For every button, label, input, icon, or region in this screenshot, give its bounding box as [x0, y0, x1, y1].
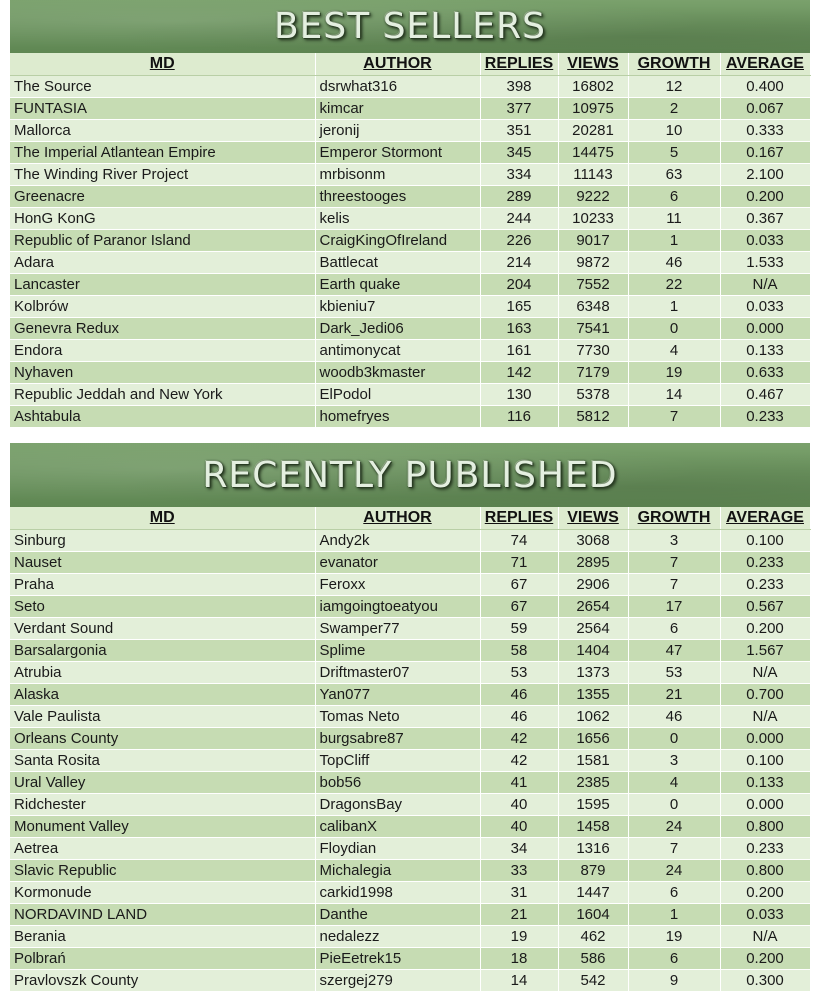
growth-cell: 6 [628, 948, 720, 970]
table-row [10, 596, 810, 618]
growth-cell: 53 [628, 662, 720, 684]
author-cell: Tomas Neto [315, 706, 480, 728]
author-cell: Swamper77 [315, 618, 480, 640]
author-cell: szergej279 [315, 970, 480, 992]
author-cell: nedalezz [315, 926, 480, 948]
views-cell: 2385 [558, 772, 628, 794]
table-row [10, 296, 810, 318]
table-row [10, 926, 810, 948]
author-cell: dsrwhat316 [315, 76, 480, 98]
author-cell: Michalegia [315, 860, 480, 882]
average-cell: 0.367 [720, 208, 810, 230]
growth-cell: 6 [628, 882, 720, 904]
column-header-average[interactable]: AVERAGE [720, 507, 810, 530]
author-cell: kelis [315, 208, 480, 230]
growth-cell: 0 [628, 794, 720, 816]
best-sellers-header-row [10, 53, 810, 76]
replies-cell: 244 [480, 208, 558, 230]
average-cell: 0.167 [720, 142, 810, 164]
growth-cell: 14 [628, 384, 720, 406]
author-cell: burgsabre87 [315, 728, 480, 750]
best-sellers-title: BEST SELLERS [273, 6, 547, 47]
md-cell[interactable]: Adara [10, 252, 315, 274]
views-cell: 1581 [558, 750, 628, 772]
average-cell: 0.333 [720, 120, 810, 142]
views-cell: 462 [558, 926, 628, 948]
replies-cell: 42 [480, 728, 558, 750]
replies-cell: 74 [480, 530, 558, 552]
md-cell[interactable]: The Imperial Atlantean Empire [10, 142, 315, 164]
author-cell: kimcar [315, 98, 480, 120]
growth-cell: 0 [628, 728, 720, 750]
replies-cell: 345 [480, 142, 558, 164]
author-cell: PieEetrek15 [315, 948, 480, 970]
replies-cell: 67 [480, 574, 558, 596]
author-cell: Dark_Jedi06 [315, 318, 480, 340]
author-cell: Battlecat [315, 252, 480, 274]
replies-cell: 21 [480, 904, 558, 926]
table-row [10, 406, 810, 428]
growth-cell: 7 [628, 552, 720, 574]
md-cell[interactable]: Praha [10, 574, 315, 596]
md-cell[interactable]: The Source [10, 76, 315, 98]
growth-cell: 6 [628, 618, 720, 640]
author-cell: threestooges [315, 186, 480, 208]
replies-cell: 40 [480, 794, 558, 816]
column-header-md[interactable]: MD [10, 507, 315, 530]
author-cell: mrbisonm [315, 164, 480, 186]
average-cell: 1.533 [720, 252, 810, 274]
views-cell: 9222 [558, 186, 628, 208]
md-cell[interactable]: Greenacre [10, 186, 315, 208]
average-cell: N/A [720, 662, 810, 684]
author-cell: ElPodol [315, 384, 480, 406]
growth-cell: 24 [628, 816, 720, 838]
author-cell: Earth quake [315, 274, 480, 296]
table-row [10, 948, 810, 970]
author-cell: carkid1998 [315, 882, 480, 904]
replies-cell: 334 [480, 164, 558, 186]
average-cell: 0.800 [720, 816, 810, 838]
replies-cell: 41 [480, 772, 558, 794]
md-cell[interactable]: Kolbrów [10, 296, 315, 318]
table-row [10, 530, 810, 552]
views-cell: 2906 [558, 574, 628, 596]
column-header-md[interactable]: MD [10, 53, 315, 76]
views-cell: 1404 [558, 640, 628, 662]
views-cell: 10975 [558, 98, 628, 120]
md-cell[interactable]: Barsalargonia [10, 640, 315, 662]
replies-cell: 34 [480, 838, 558, 860]
average-cell: 0.200 [720, 186, 810, 208]
growth-cell: 63 [628, 164, 720, 186]
table-row [10, 618, 810, 640]
md-cell[interactable]: Berania [10, 926, 315, 948]
replies-cell: 53 [480, 662, 558, 684]
views-cell: 14475 [558, 142, 628, 164]
recently-published-title: RECENTLY PUBLISHED [202, 454, 618, 496]
author-cell: kbieniu7 [315, 296, 480, 318]
table-row [10, 970, 810, 992]
table-row [10, 186, 810, 208]
recently-published-header-row [10, 507, 810, 530]
table-row [10, 340, 810, 362]
replies-cell: 204 [480, 274, 558, 296]
growth-cell: 7 [628, 406, 720, 428]
author-cell: homefryes [315, 406, 480, 428]
growth-cell: 22 [628, 274, 720, 296]
table-row [10, 230, 810, 252]
recently-published-section [10, 443, 810, 992]
replies-cell: 130 [480, 384, 558, 406]
replies-cell: 59 [480, 618, 558, 640]
average-cell: 0.233 [720, 574, 810, 596]
md-cell[interactable]: Endora [10, 340, 315, 362]
column-header-author[interactable]: AUTHOR [315, 507, 480, 530]
table-row [10, 362, 810, 384]
author-cell: Driftmaster07 [315, 662, 480, 684]
author-cell: Yan077 [315, 684, 480, 706]
average-cell: 0.467 [720, 384, 810, 406]
table-row [10, 794, 810, 816]
table-row [10, 120, 810, 142]
replies-cell: 226 [480, 230, 558, 252]
table-row [10, 274, 810, 296]
replies-cell: 116 [480, 406, 558, 428]
average-cell: 0.067 [720, 98, 810, 120]
md-cell[interactable]: Mallorca [10, 120, 315, 142]
views-cell: 7541 [558, 318, 628, 340]
growth-cell: 17 [628, 596, 720, 618]
md-cell[interactable]: HonG KonG [10, 208, 315, 230]
author-cell: Floydian [315, 838, 480, 860]
growth-cell: 1 [628, 296, 720, 318]
growth-cell: 1 [628, 230, 720, 252]
growth-cell: 12 [628, 76, 720, 98]
average-cell: 0.400 [720, 76, 810, 98]
views-cell: 11143 [558, 164, 628, 186]
md-cell[interactable]: NORDAVIND LAND [10, 904, 315, 926]
table-row [10, 684, 810, 706]
average-cell: 0.200 [720, 882, 810, 904]
best-sellers-banner [10, 0, 810, 53]
views-cell: 586 [558, 948, 628, 970]
views-cell: 1595 [558, 794, 628, 816]
md-cell[interactable]: Ashtabula [10, 406, 315, 428]
average-cell: 0.000 [720, 728, 810, 750]
growth-cell: 46 [628, 252, 720, 274]
md-cell[interactable]: Ural Valley [10, 772, 315, 794]
md-cell[interactable]: Atrubia [10, 662, 315, 684]
replies-cell: 289 [480, 186, 558, 208]
replies-cell: 214 [480, 252, 558, 274]
table-row [10, 552, 810, 574]
best-sellers-table [10, 53, 811, 428]
average-cell: 0.100 [720, 530, 810, 552]
replies-cell: 351 [480, 120, 558, 142]
best-sellers-body [10, 76, 810, 428]
md-cell[interactable]: Sinburg [10, 530, 315, 552]
replies-cell: 19 [480, 926, 558, 948]
column-header-views[interactable]: VIEWS [558, 53, 628, 76]
best-sellers-section [10, 0, 810, 428]
replies-cell: 33 [480, 860, 558, 882]
md-cell[interactable]: Polbrań [10, 948, 315, 970]
growth-cell: 24 [628, 860, 720, 882]
views-cell: 16802 [558, 76, 628, 98]
average-cell: 0.000 [720, 794, 810, 816]
author-cell: DragonsBay [315, 794, 480, 816]
replies-cell: 165 [480, 296, 558, 318]
table-row [10, 208, 810, 230]
growth-cell: 47 [628, 640, 720, 662]
average-cell: 0.100 [720, 750, 810, 772]
md-cell[interactable]: Genevra Redux [10, 318, 315, 340]
table-row [10, 838, 810, 860]
author-cell: jeronij [315, 120, 480, 142]
author-cell: Feroxx [315, 574, 480, 596]
column-header-replies[interactable]: REPLIES [480, 53, 558, 76]
views-cell: 2564 [558, 618, 628, 640]
growth-cell: 0 [628, 318, 720, 340]
author-cell: CraigKingOfIreland [315, 230, 480, 252]
md-cell[interactable]: FUNTASIA [10, 98, 315, 120]
views-cell: 20281 [558, 120, 628, 142]
growth-cell: 1 [628, 904, 720, 926]
column-header-views[interactable]: VIEWS [558, 507, 628, 530]
replies-cell: 42 [480, 750, 558, 772]
replies-cell: 377 [480, 98, 558, 120]
views-cell: 879 [558, 860, 628, 882]
author-cell: Andy2k [315, 530, 480, 552]
growth-cell: 9 [628, 970, 720, 992]
replies-cell: 46 [480, 684, 558, 706]
views-cell: 3068 [558, 530, 628, 552]
average-cell: N/A [720, 706, 810, 728]
replies-cell: 31 [480, 882, 558, 904]
table-row [10, 76, 810, 98]
growth-cell: 3 [628, 750, 720, 772]
replies-cell: 161 [480, 340, 558, 362]
table-row [10, 384, 810, 406]
replies-cell: 71 [480, 552, 558, 574]
table-row [10, 816, 810, 838]
replies-cell: 58 [480, 640, 558, 662]
table-row [10, 750, 810, 772]
replies-cell: 142 [480, 362, 558, 384]
average-cell: 0.233 [720, 406, 810, 428]
average-cell: 0.200 [720, 948, 810, 970]
table-row [10, 904, 810, 926]
replies-cell: 398 [480, 76, 558, 98]
views-cell: 1458 [558, 816, 628, 838]
author-cell: antimonycat [315, 340, 480, 362]
views-cell: 2654 [558, 596, 628, 618]
author-cell: calibanX [315, 816, 480, 838]
growth-cell: 5 [628, 142, 720, 164]
views-cell: 10233 [558, 208, 628, 230]
table-row [10, 98, 810, 120]
average-cell: 0.133 [720, 772, 810, 794]
views-cell: 7179 [558, 362, 628, 384]
md-cell[interactable]: Ridchester [10, 794, 315, 816]
views-cell: 2895 [558, 552, 628, 574]
replies-cell: 163 [480, 318, 558, 340]
growth-cell: 46 [628, 706, 720, 728]
average-cell: 0.700 [720, 684, 810, 706]
average-cell: 0.233 [720, 552, 810, 574]
author-cell: woodb3kmaster [315, 362, 480, 384]
replies-cell: 14 [480, 970, 558, 992]
table-row [10, 164, 810, 186]
average-cell: 0.200 [720, 618, 810, 640]
views-cell: 9872 [558, 252, 628, 274]
md-cell[interactable]: Verdant Sound [10, 618, 315, 640]
average-cell: 2.100 [720, 164, 810, 186]
table-row [10, 662, 810, 684]
md-cell[interactable]: Santa Rosita [10, 750, 315, 772]
table-row [10, 882, 810, 904]
column-header-average[interactable]: AVERAGE [720, 53, 810, 76]
average-cell: 0.033 [720, 296, 810, 318]
table-row [10, 706, 810, 728]
average-cell: 0.133 [720, 340, 810, 362]
growth-cell: 3 [628, 530, 720, 552]
average-cell: 0.567 [720, 596, 810, 618]
views-cell: 1373 [558, 662, 628, 684]
views-cell: 6348 [558, 296, 628, 318]
average-cell: 0.233 [720, 838, 810, 860]
views-cell: 7552 [558, 274, 628, 296]
views-cell: 542 [558, 970, 628, 992]
column-header-author[interactable]: AUTHOR [315, 53, 480, 76]
md-cell[interactable]: Monument Valley [10, 816, 315, 838]
growth-cell: 7 [628, 574, 720, 596]
md-cell[interactable]: Republic of Paranor Island [10, 230, 315, 252]
growth-cell: 19 [628, 362, 720, 384]
column-header-replies[interactable]: REPLIES [480, 507, 558, 530]
growth-cell: 2 [628, 98, 720, 120]
views-cell: 1062 [558, 706, 628, 728]
average-cell: 0.800 [720, 860, 810, 882]
average-cell: 1.567 [720, 640, 810, 662]
author-cell: Danthe [315, 904, 480, 926]
md-cell[interactable]: Orleans County [10, 728, 315, 750]
growth-cell: 6 [628, 186, 720, 208]
table-row [10, 252, 810, 274]
author-cell: Splime [315, 640, 480, 662]
replies-cell: 67 [480, 596, 558, 618]
views-cell: 5378 [558, 384, 628, 406]
recently-published-banner [10, 443, 810, 507]
views-cell: 1355 [558, 684, 628, 706]
replies-cell: 40 [480, 816, 558, 838]
md-cell[interactable]: Alaska [10, 684, 315, 706]
growth-cell: 19 [628, 926, 720, 948]
growth-cell: 10 [628, 120, 720, 142]
average-cell: N/A [720, 926, 810, 948]
table-row [10, 728, 810, 750]
average-cell: 0.033 [720, 904, 810, 926]
md-cell[interactable]: Aetrea [10, 838, 315, 860]
md-cell[interactable]: Pravlovszk County [10, 970, 315, 992]
table-row [10, 860, 810, 882]
column-header-growth[interactable]: GROWTH [628, 53, 720, 76]
table-row [10, 640, 810, 662]
views-cell: 5812 [558, 406, 628, 428]
growth-cell: 4 [628, 340, 720, 362]
author-cell: iamgoingtoeatyou [315, 596, 480, 618]
recently-published-body [10, 530, 810, 992]
average-cell: 0.033 [720, 230, 810, 252]
average-cell: 0.300 [720, 970, 810, 992]
replies-cell: 46 [480, 706, 558, 728]
column-header-growth[interactable]: GROWTH [628, 507, 720, 530]
views-cell: 1656 [558, 728, 628, 750]
author-cell: bob56 [315, 772, 480, 794]
md-cell[interactable]: Kormonude [10, 882, 315, 904]
md-cell[interactable]: Nauset [10, 552, 315, 574]
views-cell: 1316 [558, 838, 628, 860]
md-cell[interactable]: Seto [10, 596, 315, 618]
table-row [10, 318, 810, 340]
average-cell: 0.000 [720, 318, 810, 340]
recently-published-table [10, 507, 811, 992]
md-cell[interactable]: Republic Jeddah and New York [10, 384, 315, 406]
md-cell[interactable]: Lancaster [10, 274, 315, 296]
md-cell[interactable]: Slavic Republic [10, 860, 315, 882]
views-cell: 1447 [558, 882, 628, 904]
average-cell: N/A [720, 274, 810, 296]
average-cell: 0.633 [720, 362, 810, 384]
author-cell: TopCliff [315, 750, 480, 772]
views-cell: 9017 [558, 230, 628, 252]
md-cell[interactable]: Nyhaven [10, 362, 315, 384]
md-cell[interactable]: Vale Paulista [10, 706, 315, 728]
views-cell: 7730 [558, 340, 628, 362]
growth-cell: 21 [628, 684, 720, 706]
md-cell[interactable]: The Winding River Project [10, 164, 315, 186]
author-cell: evanator [315, 552, 480, 574]
replies-cell: 18 [480, 948, 558, 970]
growth-cell: 11 [628, 208, 720, 230]
growth-cell: 4 [628, 772, 720, 794]
growth-cell: 7 [628, 838, 720, 860]
table-row [10, 142, 810, 164]
table-row [10, 772, 810, 794]
author-cell: Emperor Stormont [315, 142, 480, 164]
table-row [10, 574, 810, 596]
views-cell: 1604 [558, 904, 628, 926]
